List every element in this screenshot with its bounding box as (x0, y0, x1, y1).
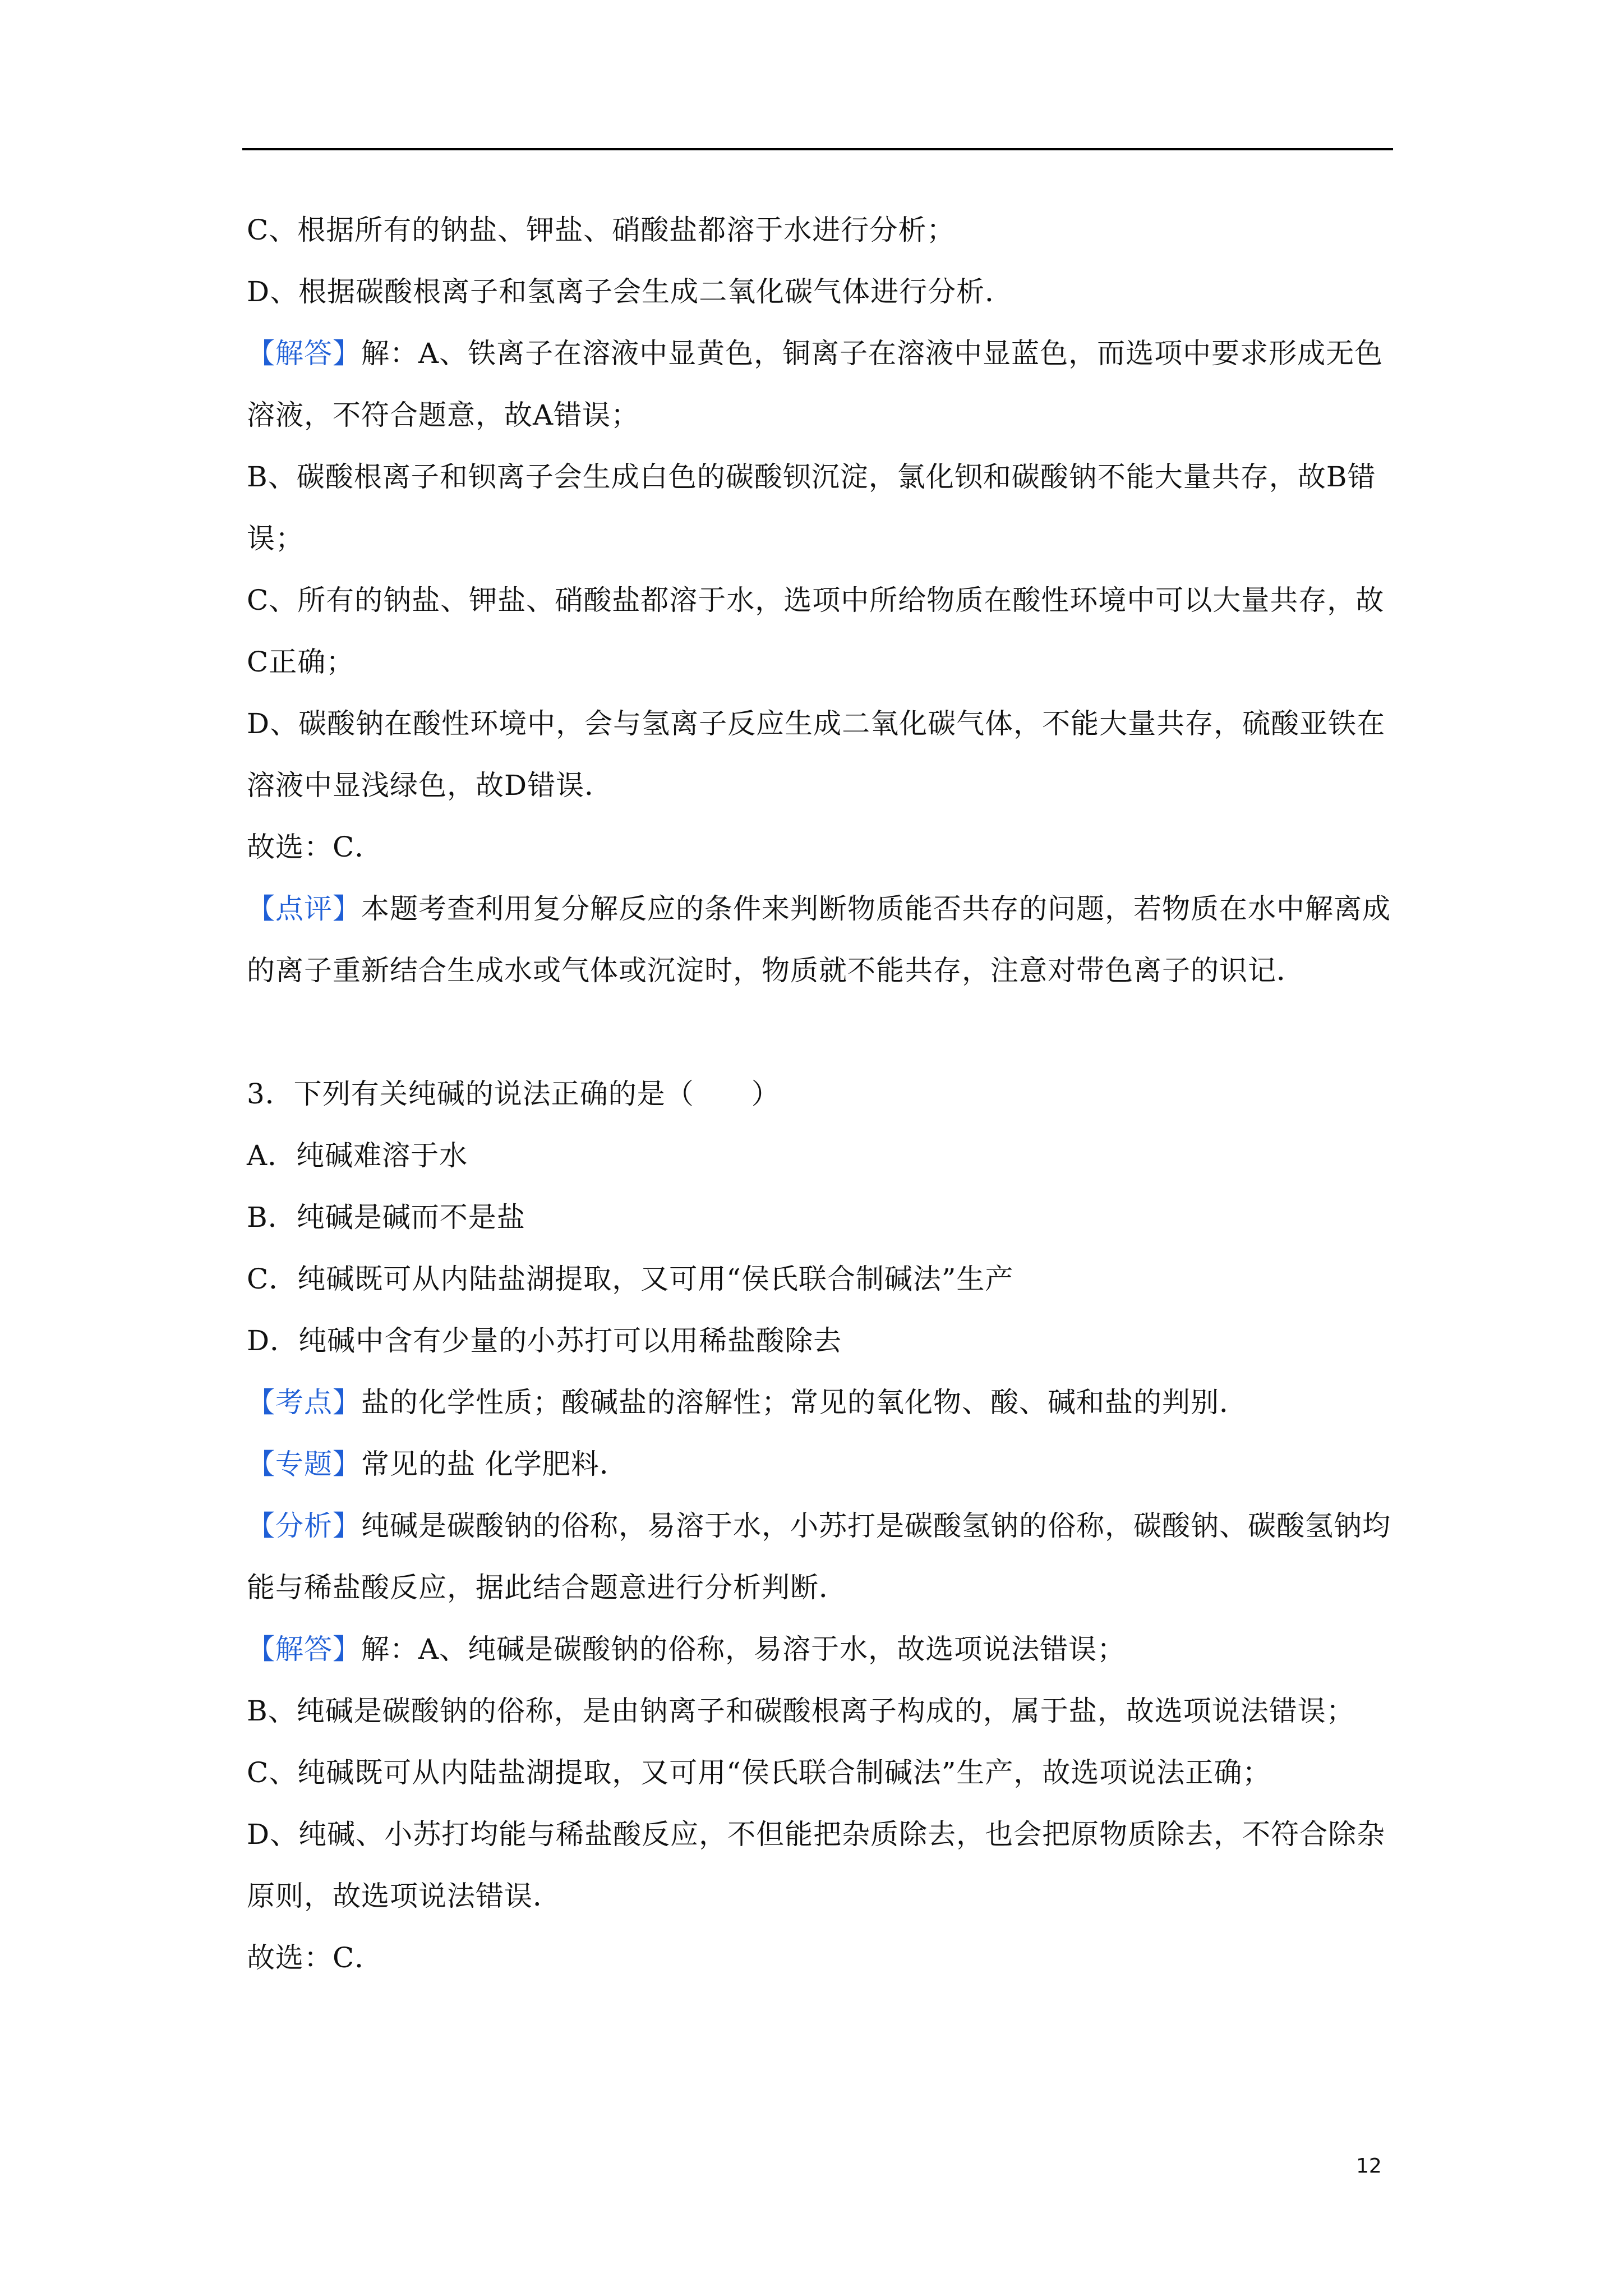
prev-answer-line: 溶液，不符合题意，故A错误； (247, 399, 640, 431)
fenxi-line: 能与稀盐酸反应，据此结合题意进行分析判断． (247, 1571, 847, 1604)
fenxi-line: 【分析】纯碱是碳酸钠的俗称，易溶于水，小苏打是碳酸氢钠的俗称，碳酸钠、碳酸氢钠均 (247, 1510, 1391, 1542)
kaodian-line: 【考点】盐的化学性质；酸碱盐的溶解性；常见的氧化物、酸、碱和盐的判别． (247, 1386, 1248, 1419)
zhuanti-line: 【专题】常见的盐 化学肥料． (247, 1448, 628, 1480)
prev-answer-line: D、碳酸钠在酸性环境中，会与氢离子反应生成二氧化碳气体，不能大量共存，硫酸亚铁在 (247, 707, 1386, 740)
answer-line: 原则，故选项说法错误． (247, 1880, 561, 1912)
prev-answer-line: C正确； (247, 646, 355, 678)
answer-tag: 【解答】 (247, 337, 361, 370)
prev-answer-line: B、碳酸根离子和钡离子会生成白色的碳酸钡沉淀，氯化钡和碳酸钠不能大量共存，故B错 (247, 461, 1376, 493)
comment-line: 的离子重新结合生成水或气体或沉淀时，物质就不能共存，注意对带色离子的识记． (247, 954, 1305, 987)
comment-tag: 【点评】 (247, 892, 361, 925)
zhuanti-tag: 【专题】 (247, 1448, 361, 1480)
answer-line: 故选：C． (247, 1941, 384, 1974)
option-c: C．纯碱既可从内陆盐湖提取，又可用“侯氏联合制碱法”生产 (247, 1263, 1014, 1295)
prev-answer-line: 【解答】解：A、铁离子在溶液中显黄色，铜离子在溶液中显蓝色，而选项中要求形成无色 (247, 337, 1384, 370)
answer-line: D、纯碱、小苏打均能与稀盐酸反应，不但能把杂质除去，也会把原物质除去，不符合除杂 (247, 1818, 1386, 1851)
comment-line: 【点评】本题考查利用复分解反应的条件来判断物质能否共存的问题，若物质在水中解离成 (247, 892, 1391, 925)
kaodian-tag: 【考点】 (247, 1386, 361, 1419)
option-d: D．纯碱中含有少量的小苏打可以用稀盐酸除去 (247, 1324, 842, 1357)
analysis-d: D、根据碳酸根离子和氢离子会生成二氧化碳气体进行分析． (247, 275, 1014, 308)
answer-line: 【解答】解：A、纯碱是碳酸钠的俗称，易溶于水，故选项说法错误； (247, 1633, 1126, 1665)
answer-tag: 【解答】 (247, 1633, 361, 1665)
prev-answer-line: 溶液中显浅绿色，故D错误． (247, 769, 614, 802)
header-rule (242, 148, 1393, 150)
prev-answer-line: 故选：C． (247, 831, 384, 863)
answer-line: C、纯碱既可从内陆盐湖提取，又可用“侯氏联合制碱法”生产，故选项说法正确； (247, 1756, 1271, 1789)
page-number: 12 (1356, 2155, 1382, 2178)
answer-line: B、纯碱是碳酸钠的俗称，是由钠离子和碳酸根离子构成的，属于盐，故选项说法错误； (247, 1695, 1355, 1727)
fenxi-tag: 【分析】 (247, 1510, 361, 1542)
analysis-c: C、根据所有的钠盐、钾盐、硝酸盐都溶于水进行分析； (247, 214, 956, 246)
prev-answer-line: 误； (247, 522, 304, 555)
question-stem: 3．下列有关纯碱的说法正确的是（ ） (247, 1078, 780, 1110)
option-b: B．纯碱是碱而不是盐 (247, 1201, 525, 1234)
prev-answer-line: C、所有的钠盐、钾盐、硝酸盐都溶于水，选项中所给物质在酸性环境中可以大量共存，故 (247, 584, 1385, 616)
option-a: A．纯碱难溶于水 (247, 1139, 468, 1172)
